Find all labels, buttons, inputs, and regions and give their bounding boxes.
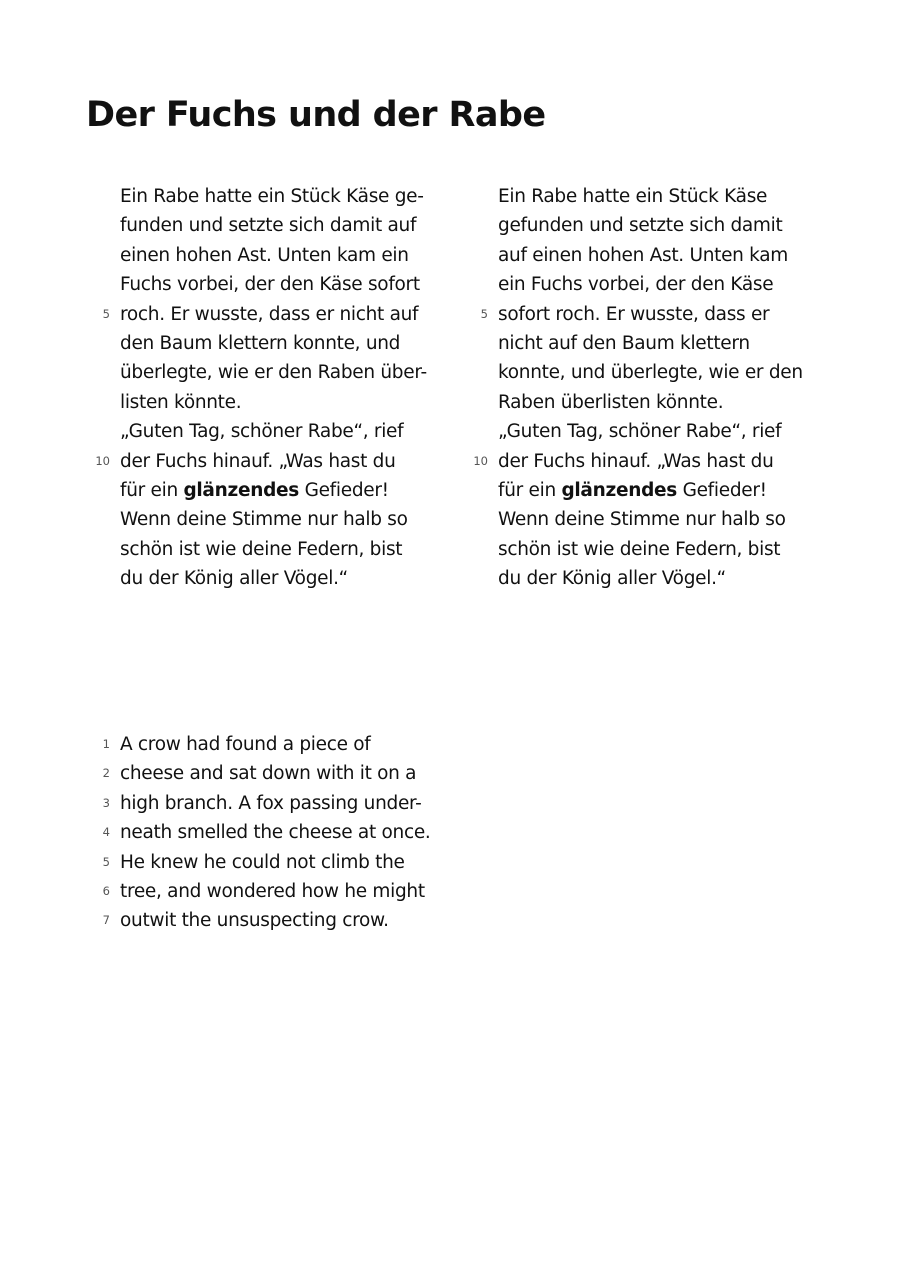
page-title: Der Fuchs und der Rabe: [86, 95, 546, 135]
line-text: [120, 480, 389, 501]
text-line: [498, 505, 838, 534]
line-text: [120, 734, 370, 755]
line-number: 2: [102, 766, 110, 781]
text-run: für ein: [120, 479, 184, 501]
line-text: [120, 568, 348, 589]
text-line: [120, 388, 460, 417]
line-text: [120, 822, 430, 843]
text-line: [102, 906, 460, 935]
text-line: [102, 300, 460, 329]
text-run: outwit the unsuspecting crow.: [120, 910, 389, 932]
text-run: überlegte, wie er den Raben über-: [120, 362, 427, 384]
text-line: [498, 270, 838, 299]
line-text: [120, 421, 403, 442]
text-run: Gefieder!: [676, 479, 767, 501]
text-run: Raben überlisten könnte.: [498, 391, 724, 413]
german-text-column-left: [95, 182, 460, 593]
text-line: [498, 182, 838, 211]
line-text: [120, 881, 425, 902]
text-line: [498, 564, 838, 593]
text-run: schön ist wie deine Federn, bist: [498, 538, 781, 560]
line-text: [498, 392, 723, 413]
text-line: [102, 877, 460, 906]
text-run: Ein Rabe hatte ein Stück Käse ge-: [120, 186, 424, 207]
text-run: Wenn deine Stimme nur halb so: [120, 509, 408, 531]
text-line: [120, 329, 460, 358]
text-run: der Fuchs hinauf. „Was hast du: [120, 450, 396, 472]
text-run: gefunden und setzte sich damit: [498, 215, 783, 237]
line-text: [120, 304, 418, 325]
bold-word: glänzendes: [561, 479, 677, 501]
text-run: cheese and sat down with it on a: [120, 763, 417, 785]
line-text: [120, 362, 427, 383]
text-line: [498, 211, 838, 240]
text-run: neath smelled the cheese at once.: [120, 822, 431, 844]
line-text: [120, 910, 389, 931]
line-number: 5: [102, 854, 110, 869]
text-line: [498, 388, 838, 417]
line-text: [498, 480, 767, 501]
line-text: [498, 245, 788, 266]
text-run: listen könnte.: [120, 391, 242, 413]
text-line: [473, 447, 838, 476]
text-run: schön ist wie deine Federn, bist: [120, 538, 403, 560]
line-text: [498, 451, 774, 472]
text-line: [498, 358, 838, 387]
text-run: high branch. A fox passing under-: [120, 792, 422, 814]
text-line: [120, 211, 460, 240]
line-text: [120, 451, 396, 472]
text-run: funden und setzte sich damit auf: [120, 215, 417, 237]
line-number: 5: [480, 306, 488, 321]
text-line: [102, 759, 460, 788]
line-text: [120, 852, 405, 873]
text-run: roch. Er wusste, dass er nicht auf: [120, 303, 419, 325]
line-number: 1: [102, 737, 110, 751]
english-text-block: [102, 730, 460, 936]
text-run: A crow had found a piece of: [120, 734, 371, 755]
text-run: nicht auf den Baum klettern: [498, 332, 750, 354]
text-run: auf einen hohen Ast. Unten kam: [498, 244, 789, 266]
text-run: konnte, und überlegte, wie er den: [498, 362, 803, 384]
text-run: He knew he could not climb the: [120, 851, 405, 873]
line-text: [498, 304, 769, 325]
text-line: [498, 329, 838, 358]
german-text-column-right: [473, 182, 838, 593]
text-line: [120, 564, 460, 593]
text-line: [120, 505, 460, 534]
text-line: [102, 730, 460, 759]
line-text: [120, 215, 416, 236]
text-run: einen hohen Ast. Unten kam ein: [120, 244, 409, 266]
text-run: tree, and wondered how he might: [120, 880, 425, 902]
text-line: [120, 476, 460, 505]
text-line: [120, 417, 460, 446]
text-line: [498, 241, 838, 270]
line-number: 10: [473, 453, 488, 468]
text-line: [120, 182, 460, 211]
line-number: 10: [95, 453, 110, 468]
text-run: für ein: [498, 479, 562, 501]
line-text: [120, 392, 241, 413]
text-line: [498, 417, 838, 446]
line-text: [120, 539, 402, 560]
text-line: [95, 447, 460, 476]
line-text: [120, 274, 420, 295]
line-text: [498, 421, 781, 442]
line-number: 5: [102, 306, 110, 321]
text-line: [498, 535, 838, 564]
text-line: [102, 848, 460, 877]
text-run: „Guten Tag, schöner Rabe“, rief: [120, 421, 404, 443]
line-text: [498, 333, 750, 354]
text-line: [120, 358, 460, 387]
line-text: [120, 186, 424, 207]
text-line: [480, 300, 838, 329]
text-run: „Guten Tag, schöner Rabe“, rief: [498, 421, 782, 443]
line-text: [498, 274, 773, 295]
text-run: ein Fuchs vorbei, der den Käse: [498, 274, 774, 296]
text-run: den Baum klettern konnte, und: [120, 332, 401, 354]
text-run: Fuchs vorbei, der den Käse sofort: [120, 274, 420, 296]
text-run: Gefieder!: [298, 479, 389, 501]
text-run: der Fuchs hinauf. „Was hast du: [498, 450, 774, 472]
line-number: 3: [102, 795, 110, 810]
line-text: [120, 509, 408, 530]
line-number: 7: [102, 913, 110, 928]
line-number: 6: [102, 883, 110, 898]
line-text: [120, 333, 400, 354]
line-text: [498, 215, 782, 236]
line-text: [498, 539, 780, 560]
line-text: [498, 568, 726, 589]
line-text: [120, 763, 416, 784]
text-line: [120, 241, 460, 270]
line-text: [120, 793, 422, 814]
text-line: [102, 818, 460, 847]
text-run: sofort roch. Er wusste, dass er: [498, 303, 770, 325]
line-text: [498, 509, 786, 530]
line-text: [498, 186, 767, 207]
text-line: [120, 535, 460, 564]
line-text: [120, 245, 409, 266]
text-run: du der König aller Vögel.“: [120, 568, 348, 590]
line-number: 4: [102, 825, 110, 840]
text-run: Ein Rabe hatte ein Stück Käse: [498, 186, 768, 207]
text-line: [498, 476, 838, 505]
text-line: [120, 270, 460, 299]
text-run: Wenn deine Stimme nur halb so: [498, 509, 786, 531]
bold-word: glänzendes: [183, 479, 299, 501]
line-text: [498, 362, 803, 383]
text-line: [102, 789, 460, 818]
text-run: du der König aller Vögel.“: [498, 568, 726, 590]
